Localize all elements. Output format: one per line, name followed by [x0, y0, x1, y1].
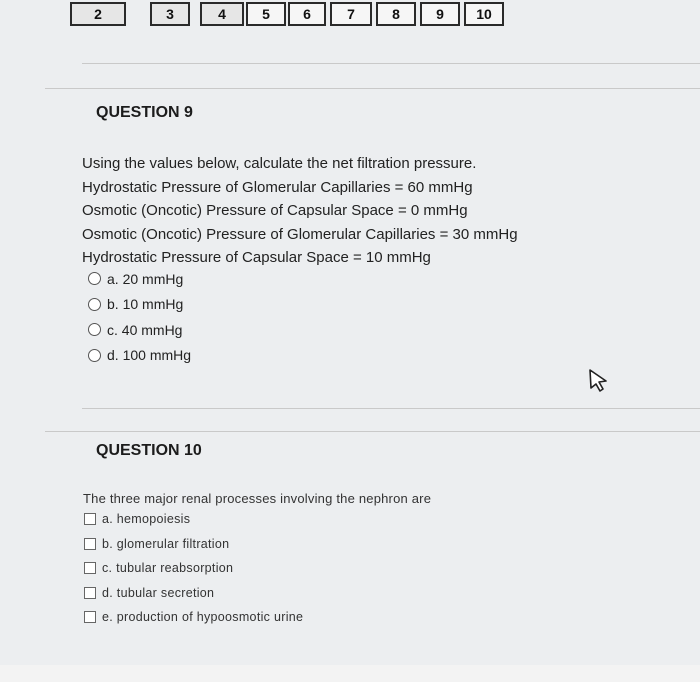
- option-label: d. 100 mmHg: [107, 347, 192, 364]
- checkbox[interactable]: [84, 513, 96, 525]
- question-9-title: QUESTION 9: [96, 104, 193, 121]
- radio-button[interactable]: [88, 349, 101, 362]
- divider: [82, 408, 700, 409]
- radio-button[interactable]: [88, 272, 101, 285]
- answer-option-c[interactable]: [88, 317, 191, 343]
- question-nav-button-6[interactable]: [288, 2, 326, 26]
- answer-option-b[interactable]: [84, 532, 303, 557]
- checkbox[interactable]: [84, 587, 96, 599]
- nav-button-label: 4: [218, 6, 226, 22]
- nav-button-label: 10: [476, 6, 492, 22]
- page-footer-area: [0, 665, 700, 682]
- question-9-options: [88, 266, 191, 368]
- question-nav-button-7[interactable]: [330, 2, 372, 26]
- divider: [45, 88, 700, 89]
- answer-option-a[interactable]: [88, 266, 191, 292]
- answer-option-a[interactable]: [84, 507, 303, 532]
- question-10-prompt: The three major renal processes involving the nephron are: [83, 491, 432, 506]
- checkbox[interactable]: [84, 538, 96, 550]
- option-label: d. tubular secretion: [102, 585, 215, 600]
- option-label: c. 40 mmHg: [107, 321, 183, 338]
- answer-option-c[interactable]: [84, 556, 303, 581]
- question-9-value-line: Hydrostatic Pressure of Glomerular Capillaries = 60 mmHg: [82, 178, 473, 196]
- option-label: b. glomerular filtration: [102, 536, 230, 551]
- answer-option-e[interactable]: [84, 605, 303, 630]
- checkbox[interactable]: [84, 562, 96, 574]
- option-label: b. 10 mmHg: [107, 296, 184, 313]
- option-label: e. production of hypoosmotic urine: [102, 610, 304, 625]
- question-9-value-line: Osmotic (Oncotic) Pressure of Glomerular Capillaries = 30 mmHg: [82, 225, 518, 243]
- question-nav-button-10[interactable]: [464, 2, 504, 26]
- nav-button-label: 2: [94, 6, 102, 22]
- question-nav-button-5[interactable]: [246, 2, 286, 26]
- option-label: c. tubular reabsorption: [102, 561, 234, 576]
- option-label: a. hemopoiesis: [102, 512, 191, 527]
- question-nav-button-2[interactable]: [70, 2, 126, 26]
- question-9-prompt: Using the values below, calculate the net filtration pressure.: [82, 155, 477, 172]
- question-9-value-line: Osmotic (Oncotic) Pressure of Capsular Space = 0 mmHg: [82, 202, 468, 219]
- answer-option-b[interactable]: [88, 292, 191, 318]
- checkbox[interactable]: [84, 611, 96, 623]
- question-10-options: [84, 507, 303, 630]
- question-nav-button-8[interactable]: [376, 2, 416, 26]
- question-9-value-line: Hydrostatic Pressure of Capsular Space = 10 mmHg: [82, 249, 431, 266]
- question-10-title: QUESTION 10: [96, 442, 202, 459]
- answer-option-d[interactable]: [84, 581, 303, 606]
- answer-option-d[interactable]: [88, 343, 191, 369]
- question-nav-button-3[interactable]: [150, 2, 190, 26]
- divider: [82, 63, 700, 64]
- nav-button-label: 3: [166, 6, 174, 22]
- question-nav-button-9[interactable]: [420, 2, 460, 26]
- question-9-text: [82, 152, 518, 270]
- divider: [45, 431, 700, 432]
- option-label: a. 20 mmHg: [107, 270, 184, 287]
- mouse-cursor-icon: [584, 366, 612, 394]
- nav-button-label: 9: [436, 6, 444, 22]
- radio-button[interactable]: [88, 323, 101, 336]
- nav-button-label: 5: [262, 6, 270, 22]
- nav-button-label: 6: [303, 6, 311, 22]
- nav-button-label: 7: [347, 6, 355, 22]
- nav-button-label: 8: [392, 6, 400, 22]
- radio-button[interactable]: [88, 298, 101, 311]
- question-nav-button-4[interactable]: [200, 2, 244, 26]
